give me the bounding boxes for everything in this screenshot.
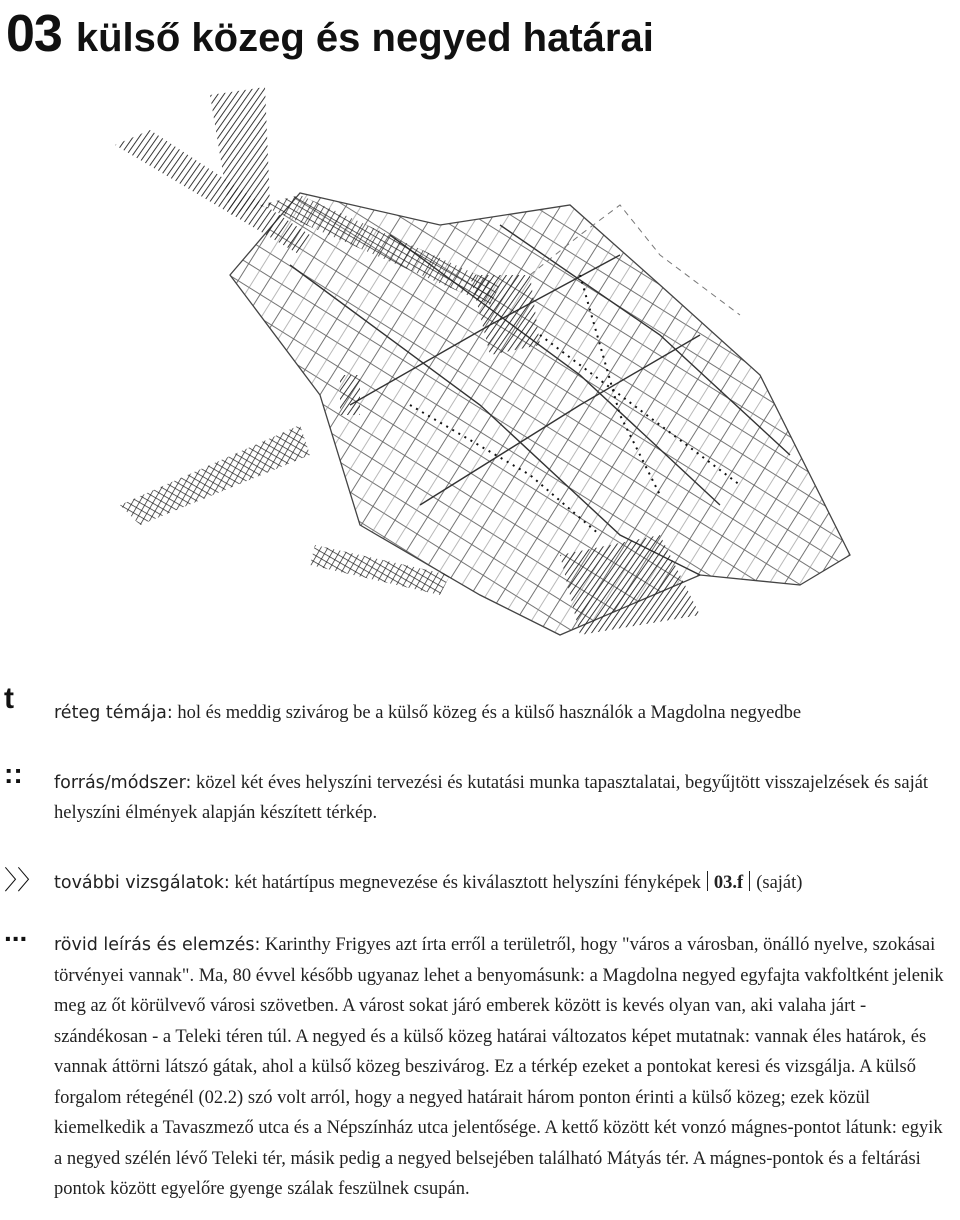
- hand-drawn-boundary-map: [60, 75, 860, 665]
- section-text: két határtípus megnevezése és kiválasztott helyszíni fényképek: [234, 873, 701, 893]
- section-text: hol és meddig szivárog be a külső közeg és a külső használók a Magdolna negyedbe: [177, 703, 802, 723]
- bullet-ellipsis: ...: [4, 916, 28, 947]
- section-text: közel két éves helyszíni tervezési és kutatási munka tapasztalatai, begyűjtött visszajelzések és saját helyszíni élmények alapján készített térkép.: [54, 773, 929, 823]
- section-label: réteg témája:: [54, 703, 173, 723]
- section-description: [54, 930, 954, 1205]
- section-label: további vizsgálatok:: [54, 873, 230, 893]
- chapter-number: 03: [6, 5, 62, 63]
- bullet-chevrons: 〉〉: [4, 865, 44, 895]
- section-theme: [54, 698, 954, 728]
- reference-code: 03.f: [713, 873, 744, 893]
- chapter-title: külső közeg és negyed határai: [75, 16, 654, 60]
- section-text: Karinthy Frigyes azt írta erről a területről, hogy "város a városban, önálló nyelve, szokásai törvényei vannak". Ma, 80 évvel később ugyanaz lehet a benyomásunk: a Magdolna negyed egyfajta vakfoltként jelenik meg az őt körülvevő városi szövetben. A várost sokat járó emberek között is kevés olyan van, aki valaha járt - szándékosan - a Teleki téren túl. A negyed és a külső közeg határai változatos képet mutatnak: vannak éles határok, és vannak áttörni látszó gátak, ahol a külső közeg beszivárog. Ez a térkép ezeket a pontokat keresi és vizsgálja. A külső forgalom rétegénél (02.2) szó volt arról, hogy a negyed határait három ponton érinti a külső közeg; ezek közül kiemelkedik a Tavaszmező utca és a Népszínház utca jelentősége. A kettő között két vonzó mágnes-pontot látunk: egyik a negyed szélén lévő Teleki tér, másik pedig a negyed belsejében található Mátyás tér. A mágnes-pontok és a feltárási pontok között egyelőre gyenge szálak feszülnek csupán.: [54, 935, 944, 1199]
- section-source: [54, 768, 954, 828]
- section-label: rövid leírás és elemzés:: [54, 935, 261, 955]
- reference-suffix: (saját): [756, 873, 803, 893]
- page-title: [6, 4, 654, 64]
- divider: [707, 871, 708, 891]
- section-label: forrás/módszer:: [54, 773, 192, 793]
- divider: [749, 871, 750, 891]
- bullet-colons: ::: [4, 758, 23, 789]
- bullet-t: t: [4, 682, 14, 715]
- section-further-studies: [54, 868, 954, 898]
